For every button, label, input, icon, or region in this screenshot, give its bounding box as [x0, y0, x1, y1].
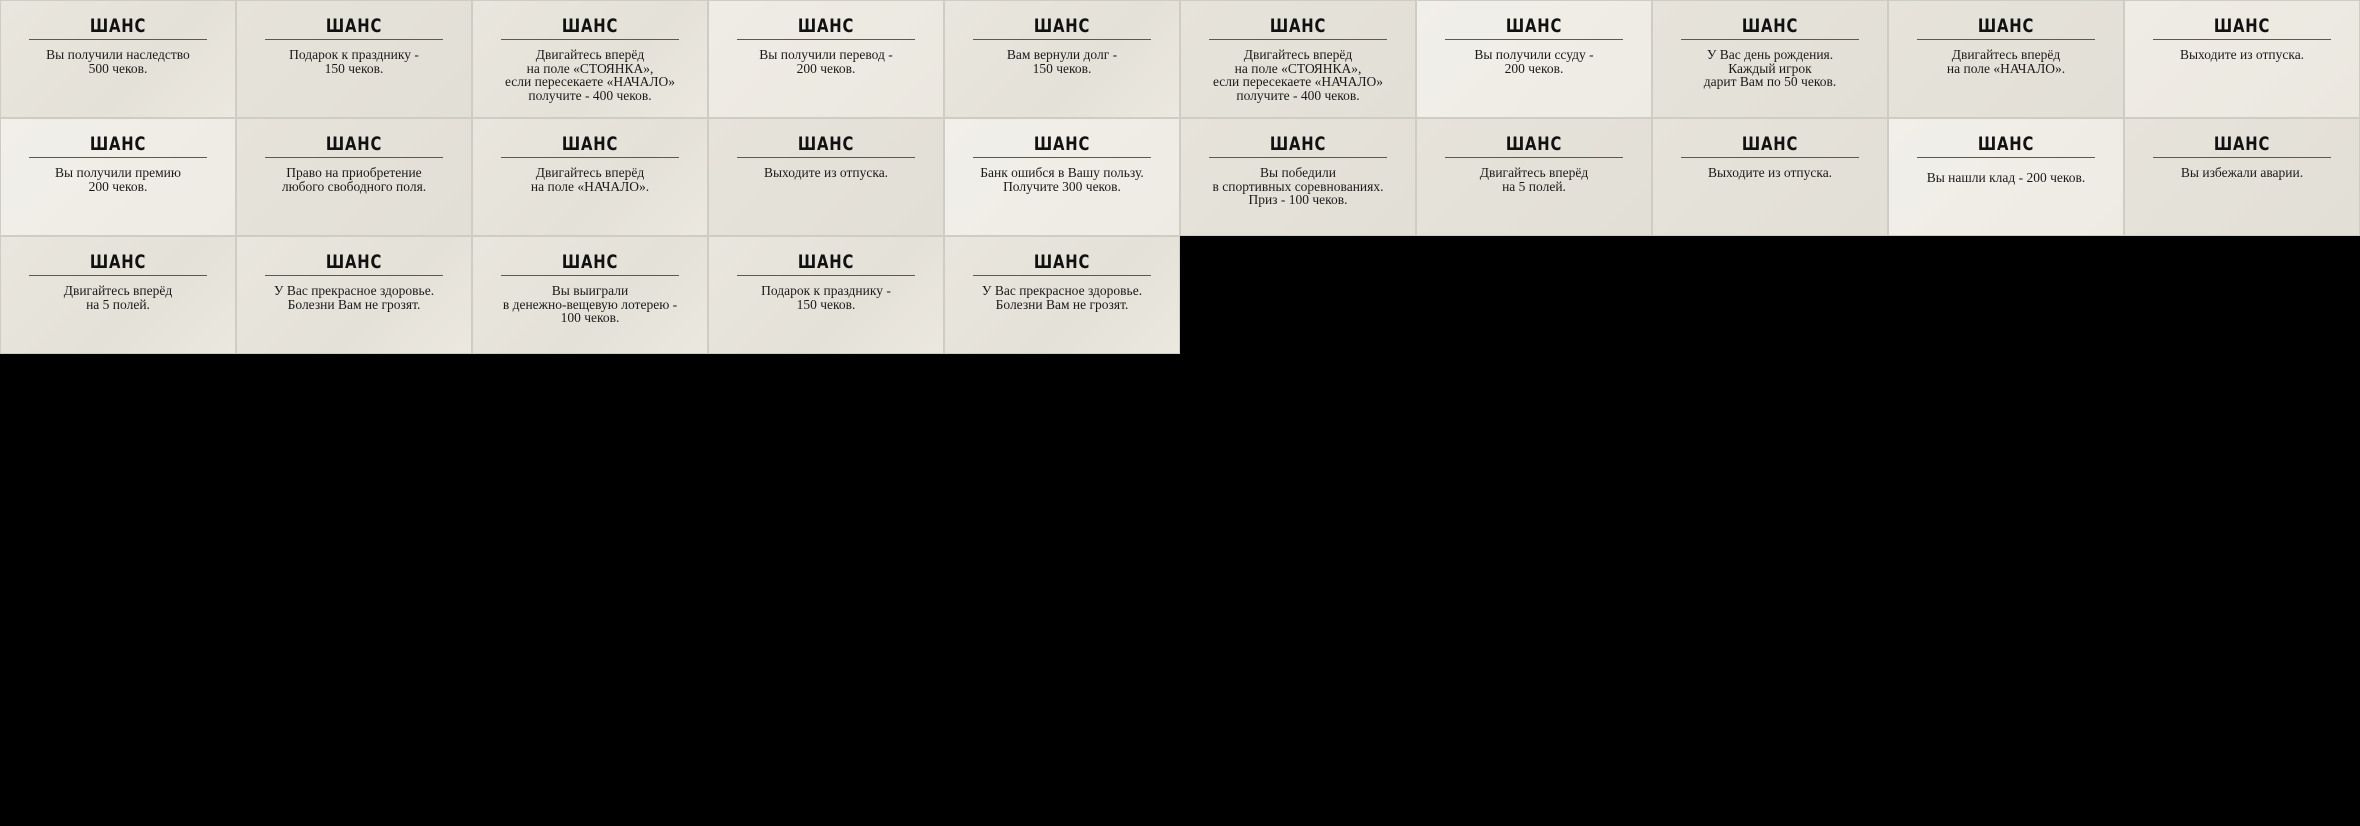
card-title: ШАНС	[1741, 133, 1799, 155]
card-text: Вы получили перевод - 200 чеков.	[759, 47, 893, 76]
chance-card[interactable]	[1888, 118, 2124, 236]
chance-card[interactable]	[472, 0, 708, 118]
card-title: ШАНС	[1033, 133, 1091, 155]
chance-card[interactable]	[1180, 0, 1416, 118]
chance-card[interactable]	[0, 118, 236, 236]
card-divider	[29, 39, 207, 40]
card-title: ШАНС	[1033, 251, 1091, 273]
chance-card[interactable]	[0, 0, 236, 118]
card-divider	[501, 39, 679, 40]
card-title: ШАНС	[561, 15, 619, 37]
card-divider	[29, 157, 207, 158]
card-divider	[973, 157, 1151, 158]
card-text: Двигайтесь вперёд на поле «НАЧАЛО».	[530, 165, 650, 194]
chance-card[interactable]	[708, 118, 944, 236]
chance-card[interactable]	[236, 0, 472, 118]
card-title: ШАНС	[797, 133, 855, 155]
card-text: Вы получили премию 200 чеков.	[55, 165, 181, 194]
card-divider	[1681, 157, 1859, 158]
chance-card[interactable]	[472, 236, 708, 354]
chance-card[interactable]	[1416, 0, 1652, 118]
card-text: Подарок к празднику - 150 чеков.	[289, 47, 419, 76]
card-divider	[1209, 39, 1387, 40]
card-text: Выходите из отпуска.	[2179, 47, 2305, 62]
card-title: ШАНС	[325, 15, 383, 37]
card-divider	[1445, 39, 1623, 40]
card-text: У Вас прекрасное здоровье. Болезни Вам не грозят.	[273, 283, 435, 312]
card-title: ШАНС	[1741, 15, 1799, 37]
card-title: ШАНС	[797, 15, 855, 37]
card-divider	[737, 39, 915, 40]
card-title: ШАНС	[89, 15, 147, 37]
card-divider	[29, 275, 207, 276]
card-text: Вы получили ссуду - 200 чеков.	[1474, 47, 1594, 76]
card-text: Вы избежали аварии.	[2180, 165, 2304, 180]
chance-card[interactable]	[708, 236, 944, 354]
card-title: ШАНС	[1269, 15, 1327, 37]
chance-card[interactable]	[1652, 0, 1888, 118]
card-text: Вам вернули долг - 150 чеков.	[1006, 47, 1118, 76]
chance-card-sheet	[0, 0, 2360, 354]
card-divider	[1917, 39, 2095, 40]
card-title: ШАНС	[797, 251, 855, 273]
chance-card[interactable]	[944, 0, 1180, 118]
card-text: Двигайтесь вперёд на поле «НАЧАЛО».	[1946, 47, 2066, 76]
chance-card[interactable]	[1888, 0, 2124, 118]
card-text: Двигайтесь вперёд на 5 полей.	[63, 283, 173, 312]
card-title: ШАНС	[89, 251, 147, 273]
card-divider	[1681, 39, 1859, 40]
card-divider	[1917, 157, 2095, 158]
card-divider	[973, 39, 1151, 40]
card-text: Банк ошибся в Вашу пользу. Получите 300 чеков.	[980, 165, 1144, 194]
chance-card[interactable]	[472, 118, 708, 236]
card-title: ШАНС	[1977, 133, 2035, 155]
card-divider	[737, 157, 915, 158]
card-title: ШАНС	[561, 133, 619, 155]
chance-card[interactable]	[1652, 118, 1888, 236]
chance-card[interactable]	[1416, 118, 1652, 236]
card-text: Подарок к празднику - 150 чеков.	[761, 283, 891, 312]
card-title: ШАНС	[1505, 15, 1563, 37]
card-title: ШАНС	[1033, 15, 1091, 37]
card-text: Выходите из отпуска.	[1707, 165, 1833, 180]
chance-card[interactable]	[708, 0, 944, 118]
card-text: Выходите из отпуска.	[763, 165, 889, 180]
card-divider	[1445, 157, 1623, 158]
card-text: Вы получили наследство 500 чеков.	[46, 47, 190, 76]
card-title: ШАНС	[1977, 15, 2035, 37]
chance-card[interactable]	[2124, 118, 2360, 236]
card-divider	[737, 275, 915, 276]
card-divider	[973, 275, 1151, 276]
card-divider	[265, 275, 443, 276]
card-divider	[501, 275, 679, 276]
chance-card[interactable]	[0, 236, 236, 354]
card-text: Вы нашли клад - 200 чеков.	[1926, 170, 2086, 185]
card-text: Двигайтесь вперёд на поле «СТОЯНКА», если пересекаете «НАЧАЛО» получите - 400 чеков.	[1212, 47, 1384, 103]
card-title: ШАНС	[561, 251, 619, 273]
card-text: У Вас прекрасное здоровье. Болезни Вам не грозят.	[981, 283, 1143, 312]
card-divider	[265, 157, 443, 158]
card-title: ШАНС	[2213, 133, 2271, 155]
card-title: ШАНС	[325, 251, 383, 273]
card-divider	[2153, 157, 2331, 158]
card-divider	[265, 39, 443, 40]
card-title: ШАНС	[1269, 133, 1327, 155]
chance-card[interactable]	[1180, 118, 1416, 236]
card-text: Двигайтесь вперёд на поле «СТОЯНКА», если пересекаете «НАЧАЛО» получите - 400 чеков.	[504, 47, 676, 103]
card-title: ШАНС	[89, 133, 147, 155]
chance-card[interactable]	[236, 236, 472, 354]
chance-card[interactable]	[944, 236, 1180, 354]
card-divider	[501, 157, 679, 158]
card-text: Вы выиграли в денежно-вещевую лотерею - 100 чеков.	[502, 283, 678, 325]
card-text: Право на приобретение любого свободного поля.	[281, 165, 427, 194]
chance-card[interactable]	[944, 118, 1180, 236]
card-divider	[1209, 157, 1387, 158]
card-divider	[2153, 39, 2331, 40]
card-title: ШАНС	[325, 133, 383, 155]
card-text: У Вас день рождения. Каждый игрок дарит Вам по 50 чеков.	[1703, 47, 1837, 89]
card-title: ШАНС	[2213, 15, 2271, 37]
card-text: Вы победили в спортивных соревнованиях. Приз - 100 чеков.	[1212, 165, 1384, 207]
card-text: Двигайтесь вперёд на 5 полей.	[1479, 165, 1589, 194]
chance-card[interactable]	[2124, 0, 2360, 118]
card-title: ШАНС	[1505, 133, 1563, 155]
chance-card[interactable]	[236, 118, 472, 236]
